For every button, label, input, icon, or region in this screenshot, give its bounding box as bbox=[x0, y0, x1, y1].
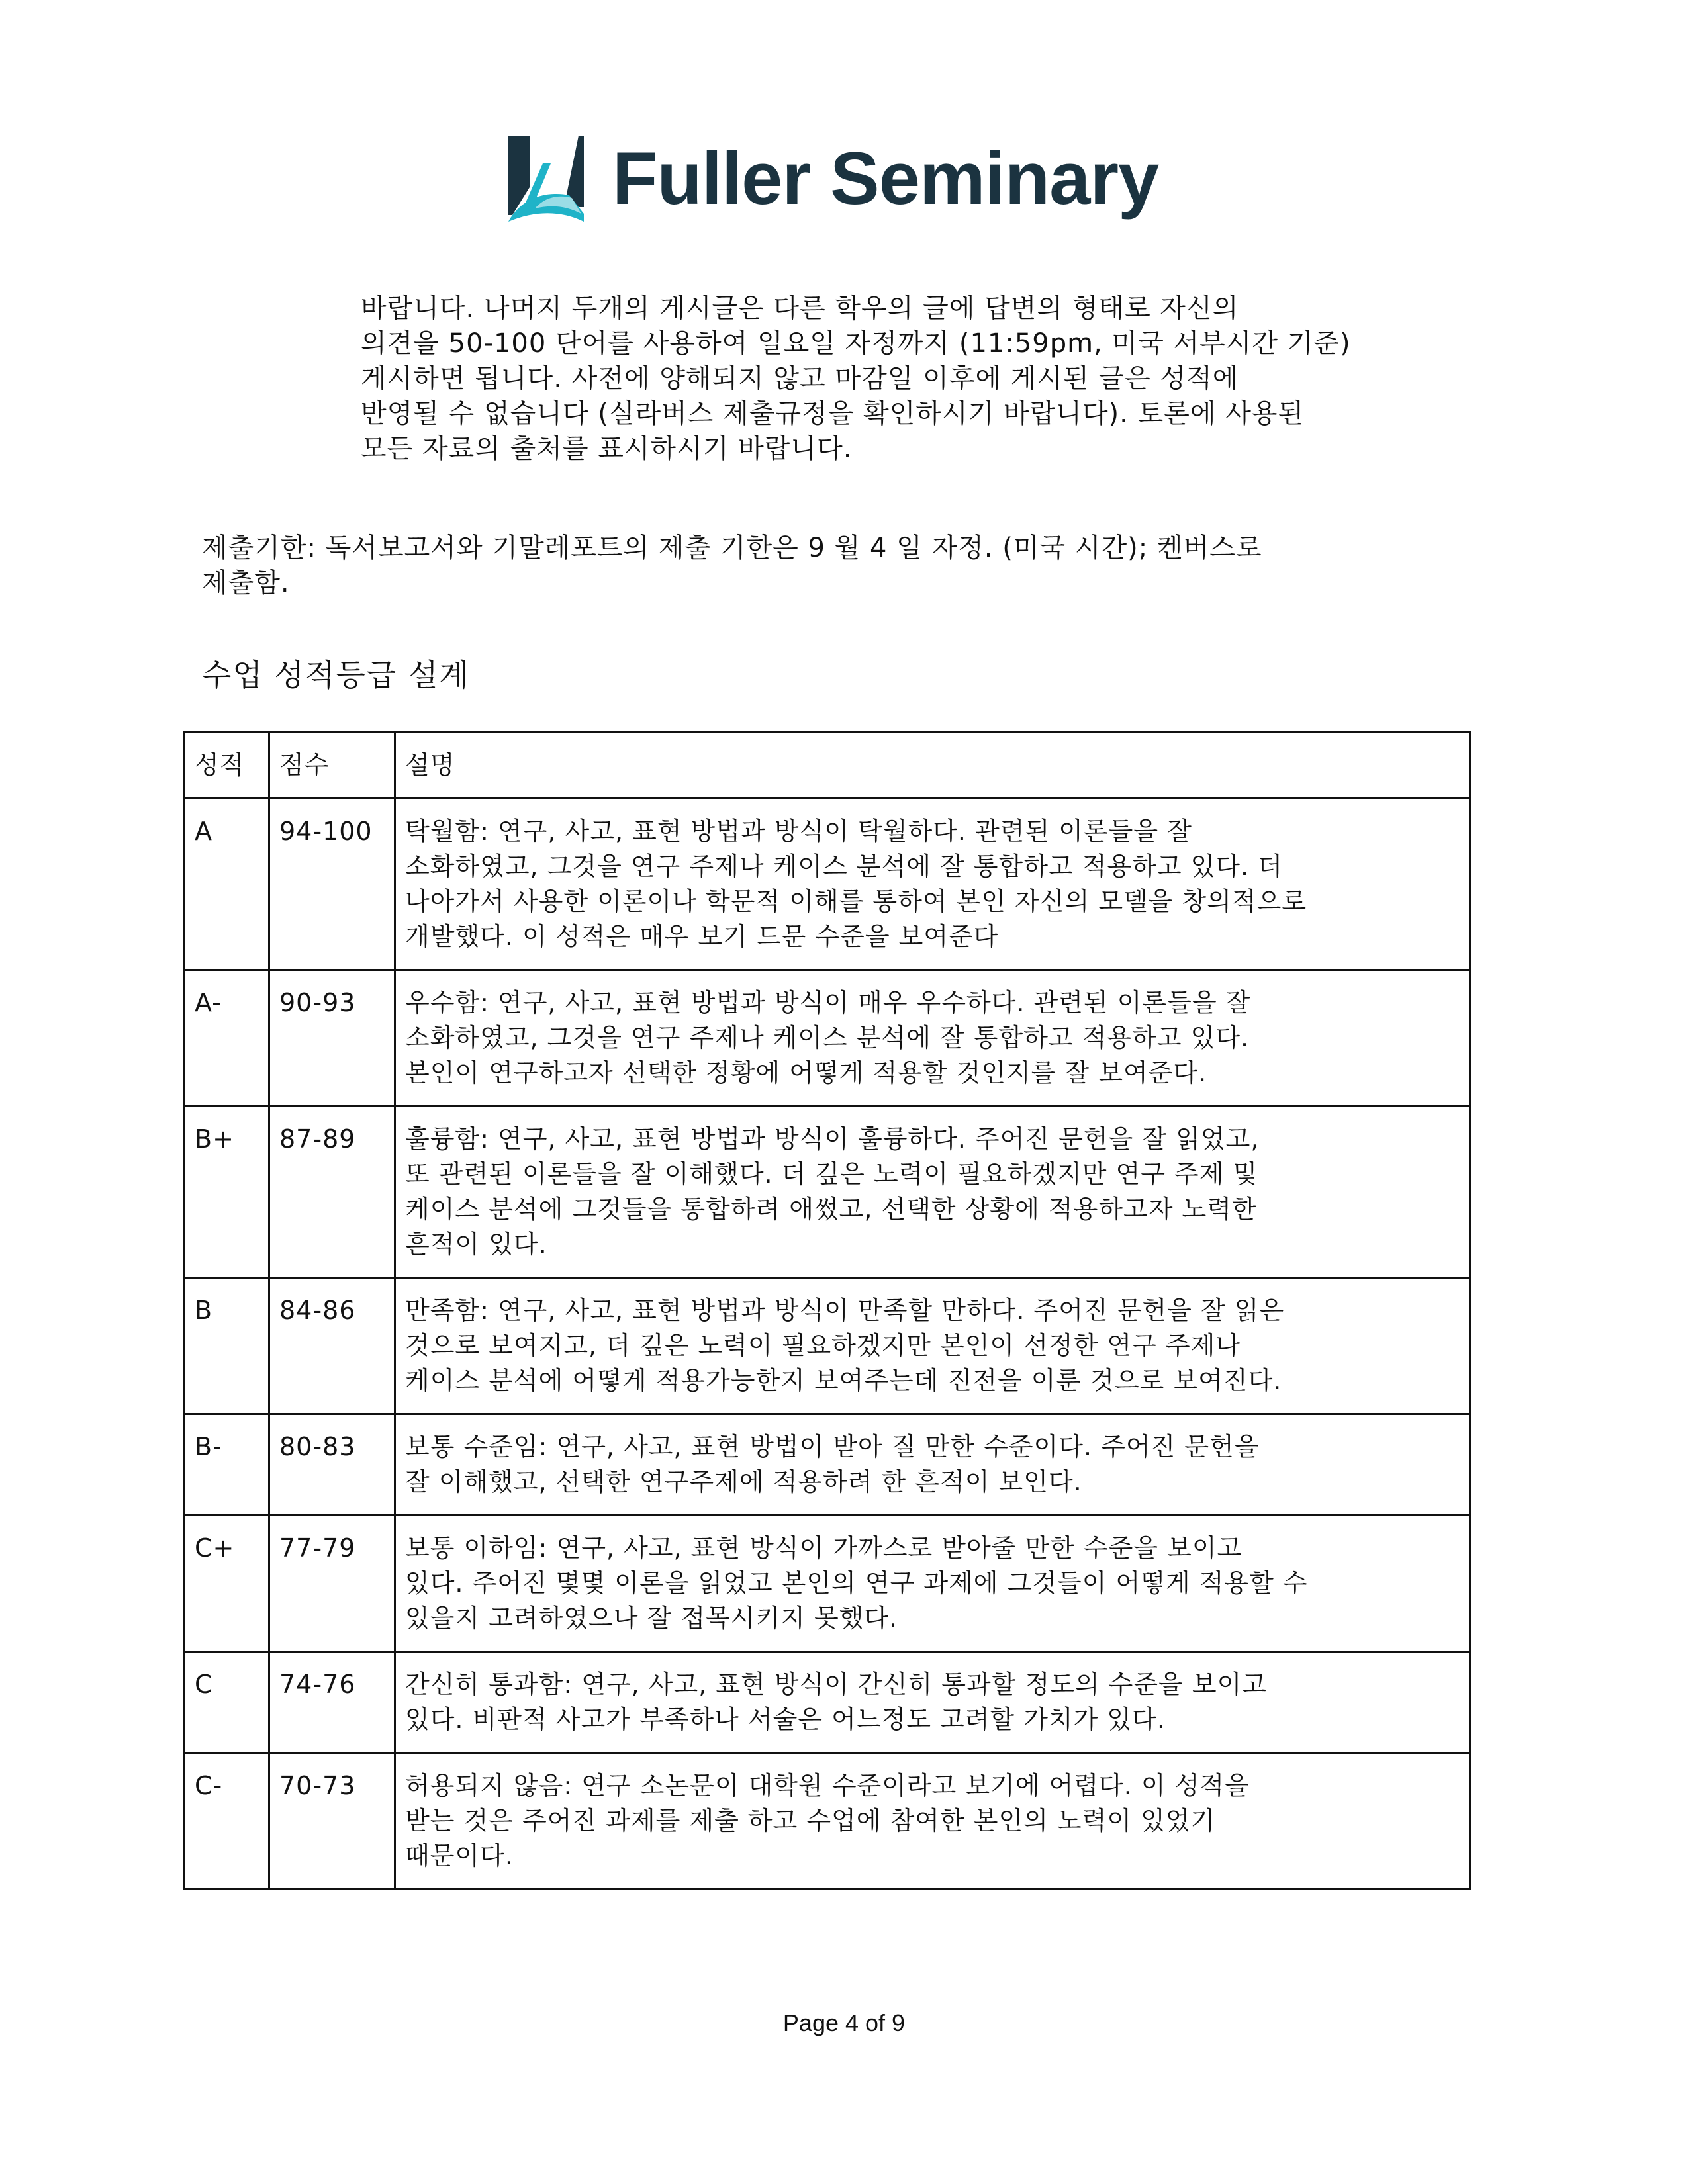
text-line: 게시하면 됩니다. 사전에 양해되지 않고 마감일 이후에 게시된 글은 성적에 bbox=[361, 363, 1239, 394]
grade-cell: B- bbox=[185, 1414, 269, 1516]
grade-cell: B+ bbox=[185, 1107, 269, 1278]
grade-cell: A- bbox=[185, 970, 269, 1107]
description-line: 것으로 보여지고, 더 깊은 노력이 필요하겠지만 본인이 선정한 연구 주제나 bbox=[405, 1331, 1241, 1360]
description-line: 본인이 연구하고자 선택한 정황에 어떻게 적용할 것인지를 잘 보여준다. bbox=[405, 1058, 1207, 1087]
text-line: 제출함. bbox=[202, 568, 290, 598]
table-row bbox=[185, 970, 1470, 1107]
header-cell-description: 설명 bbox=[395, 733, 1470, 799]
text-line: 바랍니다. 나머지 두개의 게시글은 다른 학우의 글에 답변의 형태로 자신의 bbox=[361, 293, 1239, 324]
description-line: 허용되지 않음: 연구 소논문이 대학원 수준이라고 보기에 어렵다. 이 성적을 bbox=[405, 1771, 1250, 1800]
description-line: 있다. 비판적 사고가 부족하나 서술은 어느정도 고려할 가치가 있다. bbox=[405, 1705, 1166, 1734]
description-line: 만족함: 연구, 사고, 표현 방법과 방식이 만족할 만하다. 주어진 문헌을 잘 읽은 bbox=[405, 1296, 1285, 1325]
text-line: 제출기한: 독서보고서와 기말레포트의 제출 기한은 9 월 4 일 자정. (미국 시간); 켄버스로 bbox=[202, 533, 1262, 563]
text-line: 의견을 50-100 단어를 사용하여 일요일 자정까지 (11:59pm, 미국 서부시간 기준) bbox=[361, 328, 1351, 359]
description-line: 있다. 주어진 몇몇 이론을 읽었고 본인의 연구 과제에 그것들이 어떻게 적용할 수 bbox=[405, 1569, 1308, 1598]
table-row bbox=[185, 1516, 1470, 1652]
description-line: 있을지 고려하였으나 잘 접목시키지 못했다. bbox=[405, 1604, 898, 1633]
description-cell bbox=[395, 1516, 1470, 1652]
logo-wordmark: Fuller Seminary bbox=[612, 137, 1159, 220]
description-line: 때문이다. bbox=[405, 1841, 514, 1870]
description-cell bbox=[395, 1753, 1470, 1889]
description-line: 간신히 통과함: 연구, 사고, 표현 방식이 간신히 통과할 정도의 수준을 보이고 bbox=[405, 1670, 1267, 1699]
description-cell bbox=[395, 1414, 1470, 1516]
description-cell bbox=[395, 1278, 1470, 1414]
description-cell bbox=[395, 970, 1470, 1107]
score-cell: 84-86 bbox=[269, 1278, 395, 1414]
description-line: 훌륭함: 연구, 사고, 표현 방법과 방식이 훌륭하다. 주어진 문헌을 잘 읽었고, bbox=[405, 1124, 1260, 1154]
description-line: 케이스 분석에 어떻게 적용가능한지 보여주는데 진전을 이룬 것으로 보여진다. bbox=[405, 1366, 1282, 1395]
table-header-row bbox=[185, 733, 1470, 799]
table-row bbox=[185, 1753, 1470, 1889]
grade-cell: C bbox=[185, 1652, 269, 1753]
description-line: 탁월함: 연구, 사고, 표현 방법과 방식이 탁월하다. 관련된 이론들을 잘 bbox=[405, 817, 1192, 846]
grade-table bbox=[183, 731, 1471, 1890]
score-cell: 70-73 bbox=[269, 1753, 395, 1889]
description-cell bbox=[395, 799, 1470, 970]
grade-cell: B bbox=[185, 1278, 269, 1414]
table-row bbox=[185, 799, 1470, 970]
description-line: 케이스 분석에 그것들을 통합하려 애썼고, 선택한 상황에 적용하고자 노력한 bbox=[405, 1195, 1257, 1224]
description-cell bbox=[395, 1107, 1470, 1278]
description-line: 받는 것은 주어진 과제를 제출 하고 수업에 참여한 본인의 노력이 있었기 bbox=[405, 1806, 1216, 1835]
description-line: 보통 수준임: 연구, 사고, 표현 방법이 받아 질 만한 수준이다. 주어진 문헌을 bbox=[405, 1432, 1260, 1461]
text-line: 반영될 수 없습니다 (실라버스 제출규정을 확인하시기 바랍니다). 토론에 사용된 bbox=[361, 398, 1305, 429]
score-cell: 87-89 bbox=[269, 1107, 395, 1278]
score-cell: 77-79 bbox=[269, 1516, 395, 1652]
grade-cell: C- bbox=[185, 1753, 269, 1889]
page-number: Page 4 of 9 bbox=[782, 2009, 906, 2036]
grade-cell: C+ bbox=[185, 1516, 269, 1652]
deadline-paragraph bbox=[202, 531, 1479, 601]
header-cell-score: 점수 bbox=[269, 733, 395, 799]
score-cell: 94-100 bbox=[269, 799, 395, 970]
header-cell-grade: 성적 bbox=[185, 733, 269, 799]
description-line: 잘 이해했고, 선택한 연구주제에 적용하려 한 흔적이 보인다. bbox=[405, 1467, 1082, 1496]
table-row bbox=[185, 1107, 1470, 1278]
score-cell: 80-83 bbox=[269, 1414, 395, 1516]
page-header bbox=[0, 129, 1688, 228]
discussion-instructions bbox=[361, 291, 1489, 467]
table-row bbox=[185, 1414, 1470, 1516]
score-cell: 90-93 bbox=[269, 970, 395, 1107]
table-row bbox=[185, 1652, 1470, 1753]
section-heading: 수업 성적등급 설계 bbox=[202, 657, 470, 693]
table-row bbox=[185, 1278, 1470, 1414]
score-cell: 74-76 bbox=[269, 1652, 395, 1753]
description-line: 소화하였고, 그것을 연구 주제나 케이스 분석에 잘 통합하고 적용하고 있다. bbox=[405, 1023, 1250, 1052]
description-line: 소화하였고, 그것을 연구 주제나 케이스 분석에 잘 통합하고 적용하고 있다. 더 bbox=[405, 852, 1283, 881]
description-line: 나아가서 사용한 이론이나 학문적 이해를 통하여 본인 자신의 모델을 창의적으로 bbox=[405, 887, 1307, 916]
description-line: 또 관련된 이론들을 잘 이해했다. 더 깊은 노력이 필요하겠지만 연구 주제 및 bbox=[405, 1160, 1258, 1189]
open-book-icon bbox=[503, 134, 589, 224]
description-line: 보통 이하임: 연구, 사고, 표현 방식이 가까스로 받아줄 만한 수준을 보이고 bbox=[405, 1533, 1243, 1563]
description-line: 우수함: 연구, 사고, 표현 방법과 방식이 매우 우수하다. 관련된 이론들을 잘 bbox=[405, 988, 1251, 1017]
grade-cell: A bbox=[185, 799, 269, 970]
description-line: 개발했다. 이 성적은 매우 보기 드문 수준을 보여준다 bbox=[405, 922, 999, 951]
description-cell bbox=[395, 1652, 1470, 1753]
text-line: 모든 자료의 출처를 표시하시기 바랍니다. bbox=[361, 433, 853, 464]
description-line: 흔적이 있다. bbox=[405, 1230, 547, 1259]
